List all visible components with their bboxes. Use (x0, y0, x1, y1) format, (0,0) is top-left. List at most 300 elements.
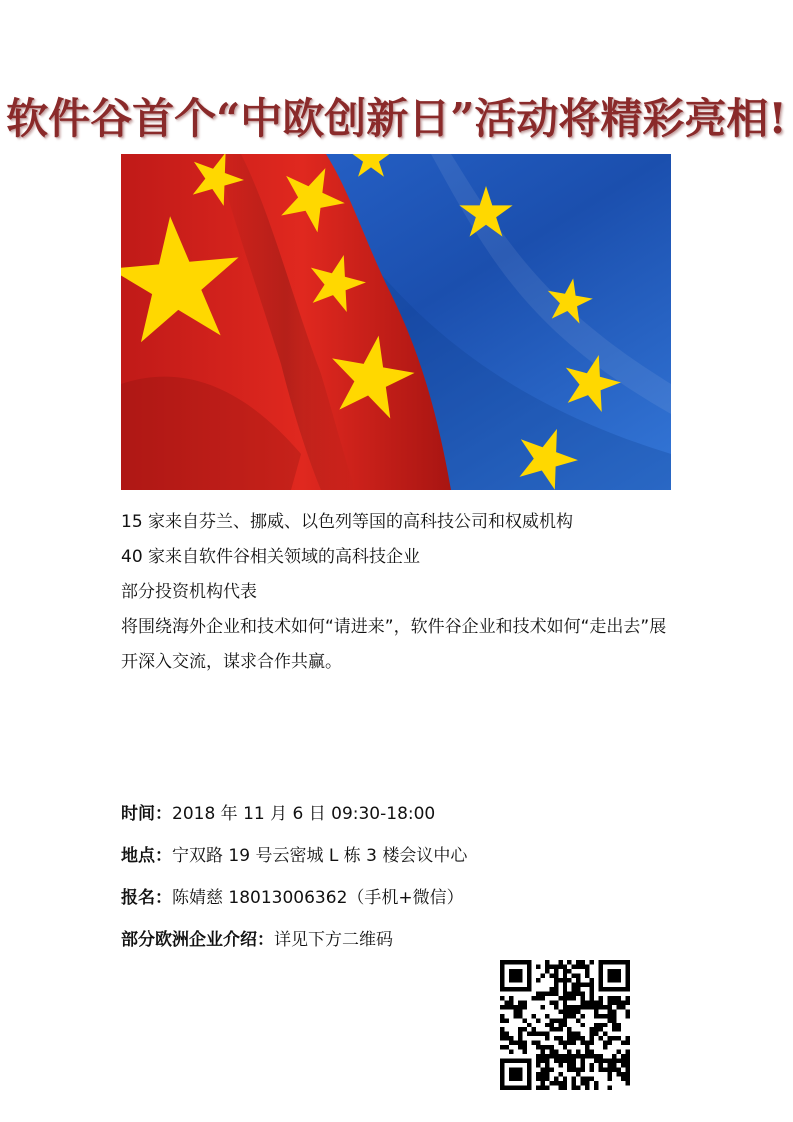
qr-module (540, 1045, 544, 1049)
qr-module (558, 1072, 562, 1076)
qr-module (563, 1054, 567, 1058)
qr-module (572, 1054, 576, 1058)
qr-module (536, 996, 540, 1000)
qr-module (504, 1059, 508, 1063)
detail-location (121, 835, 721, 877)
qr-module (581, 1023, 585, 1027)
qr-module (567, 1041, 571, 1045)
qr-module (612, 969, 616, 973)
qr-module (513, 1077, 517, 1081)
qr-module (500, 1059, 504, 1063)
qr-module (612, 1054, 616, 1058)
qr-module (608, 978, 612, 982)
qr-module (576, 1018, 580, 1022)
qr-module (504, 1086, 508, 1090)
qr-module (599, 1005, 603, 1009)
qr-module (617, 978, 621, 982)
qr-module (500, 1063, 504, 1067)
qr-module (567, 1054, 571, 1058)
qr-module (594, 1054, 598, 1058)
qr-module (581, 982, 585, 986)
qr-module (590, 1063, 594, 1067)
qr-module (567, 1014, 571, 1018)
qr-module (581, 1041, 585, 1045)
qr-module (563, 1000, 567, 1004)
qr-module (509, 978, 513, 982)
qr-module (563, 1086, 567, 1090)
qr-module (572, 973, 576, 977)
qr-module (608, 1059, 612, 1063)
qr-module (563, 1041, 567, 1045)
qr-code-icon (500, 960, 630, 1090)
qr-module (585, 969, 589, 973)
detail-companies (121, 919, 721, 961)
qr-module (581, 1054, 585, 1058)
qr-module (500, 1086, 504, 1090)
qr-module (567, 1032, 571, 1036)
qr-module (536, 1086, 540, 1090)
qr-module (554, 1005, 558, 1009)
qr-module (572, 1032, 576, 1036)
qr-module (594, 1086, 598, 1090)
qr-module (554, 973, 558, 977)
qr-module (626, 1050, 630, 1054)
qr-module (536, 1032, 540, 1036)
qr-module (500, 1045, 504, 1049)
qr-module (590, 960, 594, 964)
qr-module (545, 1077, 549, 1081)
qr-module (518, 1032, 522, 1036)
qr-module (500, 964, 504, 968)
qr-module (527, 1063, 531, 1067)
qr-module (594, 1000, 598, 1004)
qr-module (572, 1063, 576, 1067)
qr-module (509, 1036, 513, 1040)
qr-module (567, 1059, 571, 1063)
qr-module (608, 1014, 612, 1018)
qr-module (612, 973, 616, 977)
qr-module (522, 1045, 526, 1049)
qr-module (621, 1059, 625, 1063)
time-value: 2018 年 11 月 6 日 09:30-18:00 (172, 804, 436, 824)
qr-module (590, 996, 594, 1000)
qr-module (549, 1023, 553, 1027)
qr-module (527, 982, 531, 986)
qr-module (536, 1041, 540, 1045)
qr-module (567, 996, 571, 1000)
qr-module (603, 1032, 607, 1036)
qr-module (540, 1054, 544, 1058)
qr-module (500, 973, 504, 977)
qr-module (581, 1000, 585, 1004)
qr-module (500, 982, 504, 986)
qr-module (513, 1009, 517, 1013)
qr-module (531, 1027, 535, 1031)
qr-module (500, 969, 504, 973)
qr-module (554, 978, 558, 982)
qr-module (576, 1050, 580, 1054)
qr-module (563, 1059, 567, 1063)
qr-module (581, 1077, 585, 1081)
qr-module (522, 1018, 526, 1022)
qr-module (603, 1014, 607, 1018)
qr-module (612, 987, 616, 991)
qr-module (621, 1077, 625, 1081)
qr-module (599, 1036, 603, 1040)
qr-module (612, 1018, 616, 1022)
qr-module (612, 1014, 616, 1018)
qr-module (572, 1009, 576, 1013)
qr-module (536, 1059, 540, 1063)
qr-module (540, 1068, 544, 1072)
qr-module (621, 1072, 625, 1076)
qr-module (626, 1063, 630, 1067)
qr-module (513, 1068, 517, 1072)
qr-module (531, 1041, 535, 1045)
qr-module (567, 991, 571, 995)
qr-module (572, 1059, 576, 1063)
qr-module (527, 973, 531, 977)
qr-module (617, 1072, 621, 1076)
qr-module (554, 1077, 558, 1081)
qr-module (626, 1072, 630, 1076)
qr-module (576, 973, 580, 977)
qr-module (590, 987, 594, 991)
qr-module (608, 1000, 612, 1004)
qr-module (558, 1027, 562, 1031)
qr-module (626, 969, 630, 973)
qr-module (540, 1086, 544, 1090)
qr-module (545, 1036, 549, 1040)
qr-module (626, 987, 630, 991)
qr-module (576, 1005, 580, 1009)
qr-module (585, 1086, 589, 1090)
qr-module (549, 1027, 553, 1031)
qr-module (527, 1081, 531, 1085)
qr-module (585, 1077, 589, 1081)
qr-module (594, 1059, 598, 1063)
qr-module (545, 1068, 549, 1072)
qr-module (590, 1000, 594, 1004)
qr-module (500, 1005, 504, 1009)
qr-module (603, 987, 607, 991)
qr-module (518, 973, 522, 977)
qr-module (599, 973, 603, 977)
qr-module (500, 1068, 504, 1072)
qr-module (621, 1005, 625, 1009)
qr-module (608, 1068, 612, 1072)
page-title: 软件谷首个“中欧创新日”活动将精彩亮相! (6, 94, 787, 143)
qr-module (500, 1032, 504, 1036)
qr-module (585, 964, 589, 968)
qr-module (599, 1000, 603, 1004)
qr-module (572, 1068, 576, 1072)
qr-module (581, 1063, 585, 1067)
qr-module (585, 1050, 589, 1054)
qr-module (626, 1059, 630, 1063)
qr-module (509, 973, 513, 977)
qr-module (590, 1027, 594, 1031)
qr-code[interactable] (500, 960, 630, 1090)
qr-module (590, 1005, 594, 1009)
qr-module (536, 964, 540, 968)
qr-module (626, 1081, 630, 1085)
qr-module (558, 1059, 562, 1063)
qr-module (540, 1059, 544, 1063)
qr-module (612, 1036, 616, 1040)
qr-module (504, 987, 508, 991)
qr-module (536, 1018, 540, 1022)
qr-module (612, 1009, 616, 1013)
qr-module (500, 1077, 504, 1081)
qr-module (572, 1086, 576, 1090)
qr-module (617, 1059, 621, 1063)
qr-module (608, 996, 612, 1000)
qr-module (567, 1027, 571, 1031)
qr-module (626, 996, 630, 1000)
qr-module (603, 1005, 607, 1009)
qr-module (500, 1072, 504, 1076)
qr-module (599, 982, 603, 986)
paragraph-exchange-topic: 将围绕海外企业和技术如何“请进来”，软件谷企业和技术如何“走出去”展开深入交流，谋求合作共赢。 (121, 617, 667, 672)
qr-module (590, 1068, 594, 1072)
qr-module (509, 1068, 513, 1072)
qr-module (572, 1041, 576, 1045)
qr-module (536, 1063, 540, 1067)
qr-module (513, 969, 517, 973)
location-label: 地点： (121, 846, 172, 866)
qr-module (518, 978, 522, 982)
paragraph-investors: 部分投资机构代表 (121, 582, 257, 602)
qr-module (621, 960, 625, 964)
qr-module (608, 969, 612, 973)
qr-module (558, 1054, 562, 1058)
qr-module (545, 960, 549, 964)
qr-module (545, 1023, 549, 1027)
qr-module (608, 1005, 612, 1009)
qr-module (518, 1086, 522, 1090)
qr-module (590, 1054, 594, 1058)
qr-module (504, 960, 508, 964)
qr-module (513, 978, 517, 982)
qr-module (626, 982, 630, 986)
qr-module (581, 1036, 585, 1040)
qr-module (513, 1059, 517, 1063)
qr-module (563, 1014, 567, 1018)
qr-module (558, 1041, 562, 1045)
qr-module (509, 969, 513, 973)
qr-module (513, 1072, 517, 1076)
qr-module (522, 1000, 526, 1004)
qr-module (621, 1063, 625, 1067)
qr-module (599, 978, 603, 982)
qr-module (581, 960, 585, 964)
qr-module (626, 1014, 630, 1018)
qr-module (549, 1018, 553, 1022)
qr-module (518, 960, 522, 964)
qr-module (540, 973, 544, 977)
qr-module (554, 1081, 558, 1085)
qr-module (612, 1027, 616, 1031)
qr-module (572, 1014, 576, 1018)
qr-module (527, 1059, 531, 1063)
qr-module (576, 982, 580, 986)
qr-module (545, 1032, 549, 1036)
qr-module (594, 1009, 598, 1013)
qr-module (626, 960, 630, 964)
qr-module (554, 987, 558, 991)
qr-module (617, 1050, 621, 1054)
qr-module (617, 987, 621, 991)
qr-module (594, 1032, 598, 1036)
qr-module (599, 1068, 603, 1072)
qr-module (626, 1068, 630, 1072)
qr-module (500, 1027, 504, 1031)
qr-module (558, 1023, 562, 1027)
qr-module (563, 1081, 567, 1085)
qr-module (590, 1032, 594, 1036)
qr-module (527, 987, 531, 991)
china-eu-flags-image (121, 154, 671, 490)
qr-module (527, 1086, 531, 1090)
qr-module (527, 1023, 531, 1027)
qr-module (554, 1050, 558, 1054)
qr-module (549, 1054, 553, 1058)
qr-module (585, 973, 589, 977)
qr-module (536, 1054, 540, 1058)
qr-module (554, 1027, 558, 1031)
qr-module (513, 973, 517, 977)
qr-module (522, 987, 526, 991)
qr-module (581, 1081, 585, 1085)
qr-module (549, 1045, 553, 1049)
qr-module (563, 991, 567, 995)
qr-module (594, 1005, 598, 1009)
qr-module (594, 1027, 598, 1031)
qr-module (563, 1023, 567, 1027)
qr-module (594, 1023, 598, 1027)
qr-module (590, 1050, 594, 1054)
qr-module (599, 1014, 603, 1018)
qr-module (522, 1041, 526, 1045)
qr-module (558, 1009, 562, 1013)
qr-module (590, 991, 594, 995)
qr-module (531, 1014, 535, 1018)
qr-module (545, 969, 549, 973)
qr-module (563, 982, 567, 986)
qr-module (572, 1005, 576, 1009)
qr-module (558, 960, 562, 964)
qr-module (509, 1041, 513, 1045)
qr-module (567, 960, 571, 964)
qr-module (621, 1054, 625, 1058)
qr-module (567, 1009, 571, 1013)
qr-module (545, 1054, 549, 1058)
intro-paragraphs (121, 505, 681, 680)
qr-module (567, 978, 571, 982)
qr-module (567, 1036, 571, 1040)
qr-module (567, 1063, 571, 1067)
qr-module (554, 1059, 558, 1063)
qr-module (500, 987, 504, 991)
qr-module (581, 964, 585, 968)
qr-module (518, 1059, 522, 1063)
qr-module (626, 1036, 630, 1040)
qr-module (518, 987, 522, 991)
qr-module (540, 991, 544, 995)
qr-module (563, 1009, 567, 1013)
qr-module (540, 1072, 544, 1076)
qr-module (612, 1000, 616, 1004)
qr-module (567, 1068, 571, 1072)
qr-module (567, 1050, 571, 1054)
qr-module (572, 991, 576, 995)
qr-module (540, 996, 544, 1000)
qr-module (612, 1059, 616, 1063)
qr-module (617, 969, 621, 973)
qr-module (608, 1041, 612, 1045)
qr-module (549, 991, 553, 995)
qr-module (608, 973, 612, 977)
qr-module (513, 987, 517, 991)
qr-module (576, 991, 580, 995)
qr-module (608, 1077, 612, 1081)
qr-module (585, 1054, 589, 1058)
qr-module (500, 996, 504, 1000)
qr-module (522, 1086, 526, 1090)
qr-module (576, 964, 580, 968)
qr-module (536, 1045, 540, 1049)
qr-module (509, 1050, 513, 1054)
qr-module (513, 1086, 517, 1090)
qr-module (603, 1068, 607, 1072)
qr-module (504, 1036, 508, 1040)
qr-module (536, 1077, 540, 1081)
qr-module (608, 1072, 612, 1076)
companies-value: 详见下方二维码 (274, 930, 393, 950)
qr-module (500, 978, 504, 982)
qr-module (572, 982, 576, 986)
qr-module (563, 1018, 567, 1022)
qr-module (621, 987, 625, 991)
event-details (121, 793, 721, 961)
qr-module (536, 1072, 540, 1076)
qr-module (585, 1000, 589, 1004)
qr-module (500, 1081, 504, 1085)
qr-module (522, 1059, 526, 1063)
qr-module (558, 1086, 562, 1090)
qr-module (554, 1018, 558, 1022)
qr-module (522, 1027, 526, 1031)
qr-module (558, 1018, 562, 1022)
qr-module (558, 1063, 562, 1067)
qr-module (509, 1000, 513, 1004)
qr-module (527, 978, 531, 982)
qr-module (576, 1072, 580, 1076)
qr-module (504, 1005, 508, 1009)
qr-module (621, 1000, 625, 1004)
qr-module (626, 1000, 630, 1004)
qr-module (504, 1000, 508, 1004)
qr-module (504, 1045, 508, 1049)
qr-module (509, 996, 513, 1000)
qr-module (536, 978, 540, 982)
qr-module (576, 1032, 580, 1036)
qr-module (536, 991, 540, 995)
location-value: 宁双路 19 号云密城 L 栋 3 楼会议中心 (172, 846, 468, 866)
qr-module (563, 1005, 567, 1009)
qr-module (590, 1077, 594, 1081)
